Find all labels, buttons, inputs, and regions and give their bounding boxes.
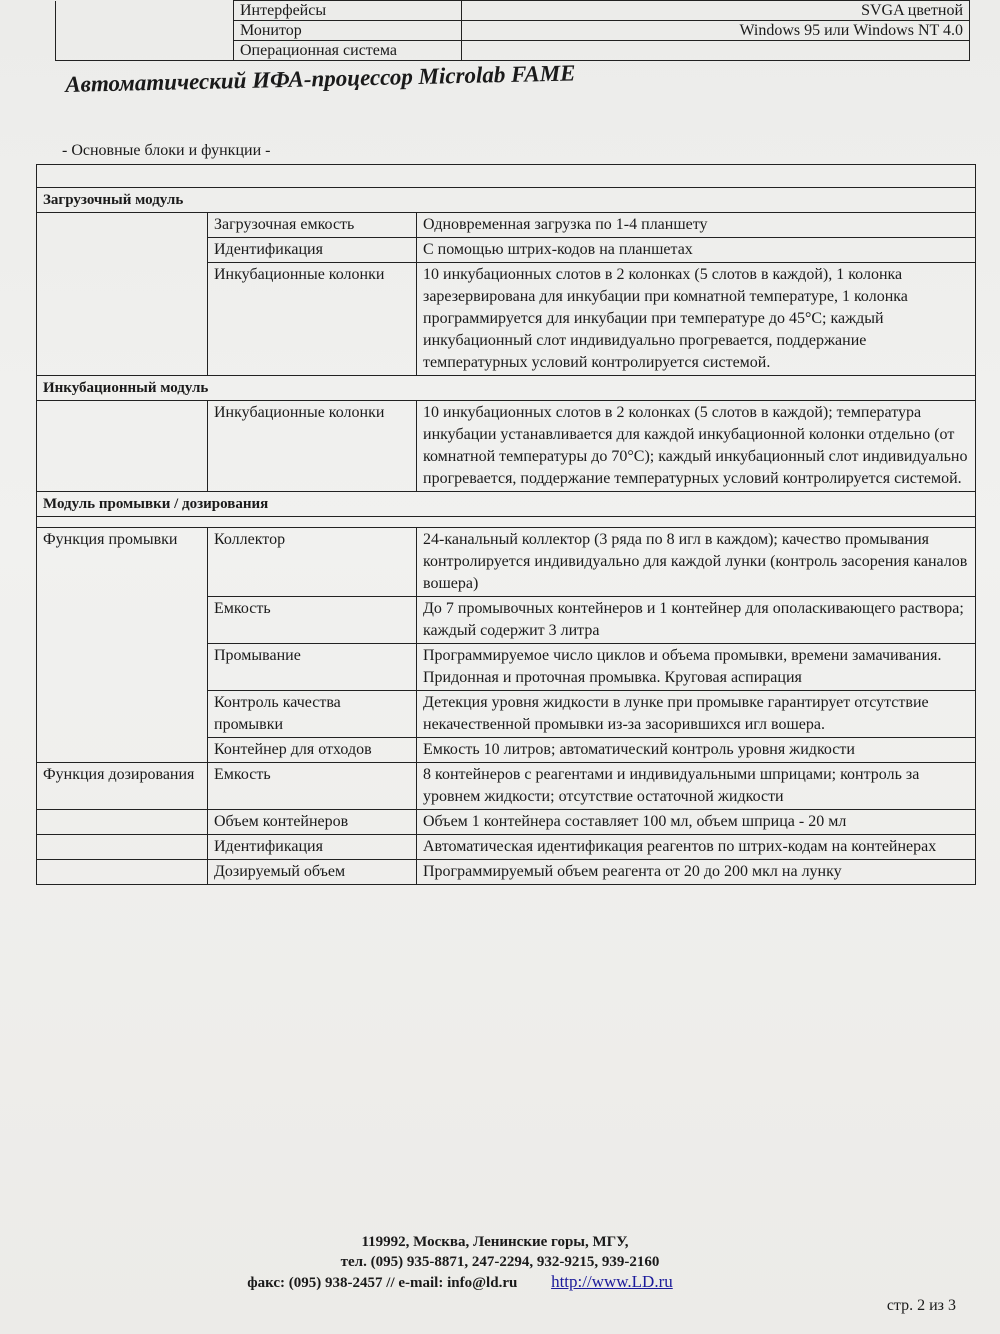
section-header: Модуль промывки / дозирования — [37, 492, 976, 517]
row-value: SVGA цветной — [462, 1, 970, 21]
group-label: Функция дозирования — [37, 763, 208, 810]
table-row — [37, 810, 976, 835]
table-row — [37, 528, 976, 597]
row-value: Объем 1 контейнера составляет 100 мл, объем шприца - 20 мл — [417, 810, 976, 835]
website-link[interactable]: http://www.LD.ru — [551, 1272, 673, 1291]
table-row — [37, 835, 976, 860]
specs-table-main — [36, 164, 976, 885]
row-label: Инкубационные колонки — [208, 263, 417, 376]
row-label: Емкость — [208, 763, 417, 810]
row-label: Промывание — [208, 644, 417, 691]
row-value: 8 контейнеров с реагентами и индивидуальными шприцами; контроль за уровнем жидкости; отсутствие остаточной жидкости — [417, 763, 976, 810]
row-value: 24-канальный коллектор (3 ряда по 8 игл в каждом); качество промывания контролируется индивидуально для каждой лунки (контроль засорения каналов вошера) — [417, 528, 976, 597]
row-value: Windows 95 или Windows NT 4.0 — [462, 21, 970, 41]
row-label: Коллектор — [208, 528, 417, 597]
row-label: Монитор — [234, 21, 462, 41]
row-label: Дозируемый объем — [208, 860, 417, 885]
row-label: Идентификация — [208, 835, 417, 860]
row-label: Операционная система — [234, 41, 462, 61]
specs-table-top — [55, 0, 970, 61]
table-row — [37, 763, 976, 810]
page-number: стр. 2 из 3 — [886, 1297, 956, 1314]
row-value: Детекция уровня жидкости в лунке при промывке гарантирует отсутствие некачественной промывки из-за засорившихся игл вошера. — [417, 691, 976, 738]
row-label: Идентификация — [208, 238, 417, 263]
row-value: До 7 промывочных контейнеров и 1 контейнер для ополаскивающего раствора; каждый содержит 3 литра — [417, 597, 976, 644]
row-label: Инкубационные колонки — [208, 401, 417, 492]
row-label: Интерфейсы — [234, 1, 462, 21]
row-value: 10 инкубационных слотов в 2 колонках (5 слотов в каждой); температура инкубации устанавливается для каждой инкубационной колонки отдельно (от комнатной температуры до 70°C); каждый инкубационный слот индивидуально прогревается, поддержание температурных условий контролируется системой. — [417, 401, 976, 492]
row-value — [462, 41, 970, 61]
table-row — [56, 1, 970, 21]
row-label: Контейнер для отходов — [208, 738, 417, 763]
footer-fax-email: факс: (095) 938-2457 // e-mail: info@ld.ru — [247, 1275, 518, 1291]
section-header: Загрузочный модуль — [37, 188, 976, 213]
row-value: С помощью штрих-кодов на планшетах — [417, 238, 976, 263]
footer-phone: тел. (095) 935-8871, 247-2294, 932-9215, 939-2160 — [340, 1254, 660, 1270]
row-value: 10 инкубационных слотов в 2 колонках (5 слотов в каждой), 1 колонка зарезервирована для инкубации при комнатной температуре, 1 колонка программируется для инкубации при температуре до 45°C; каждый инкубационный слот индивидуально прогревается, поддержание температурных условий контролируется системой. — [417, 263, 976, 376]
section-header: Инкубационный модуль — [37, 376, 976, 401]
row-label: Загрузочная емкость — [208, 213, 417, 238]
row-value: Программируемый объем реагента от 20 до 200 мкл на лунку — [417, 860, 976, 885]
table-row — [37, 213, 976, 238]
document-subtitle: - Основные блоки и функции - — [62, 142, 271, 159]
row-value: Емкость 10 литров; автоматический контроль уровня жидкости — [417, 738, 976, 763]
footer-address: 119992, Москва, Ленинские горы, МГУ, — [361, 1234, 629, 1250]
table-row — [56, 21, 970, 41]
table-row — [56, 41, 970, 61]
row-value: Одновременная загрузка по 1-4 планшету — [417, 213, 976, 238]
row-label: Контроль качества промывки — [208, 691, 417, 738]
row-label: Емкость — [208, 597, 417, 644]
row-label: Объем контейнеров — [208, 810, 417, 835]
group-label: Функция промывки — [37, 528, 208, 763]
table-row — [37, 860, 976, 885]
row-value: Автоматическая идентификация реагентов по штрих-кодам на контейнерах — [417, 835, 976, 860]
document-title: Автоматический ИФА-процессор Microlab FAME — [65, 60, 576, 97]
table-row — [37, 401, 976, 492]
row-value: Программируемое число циклов и объема промывки, времени замачивания. Придонная и проточная промывка. Круговая аспирация — [417, 644, 976, 691]
page-footer — [0, 1232, 1000, 1292]
